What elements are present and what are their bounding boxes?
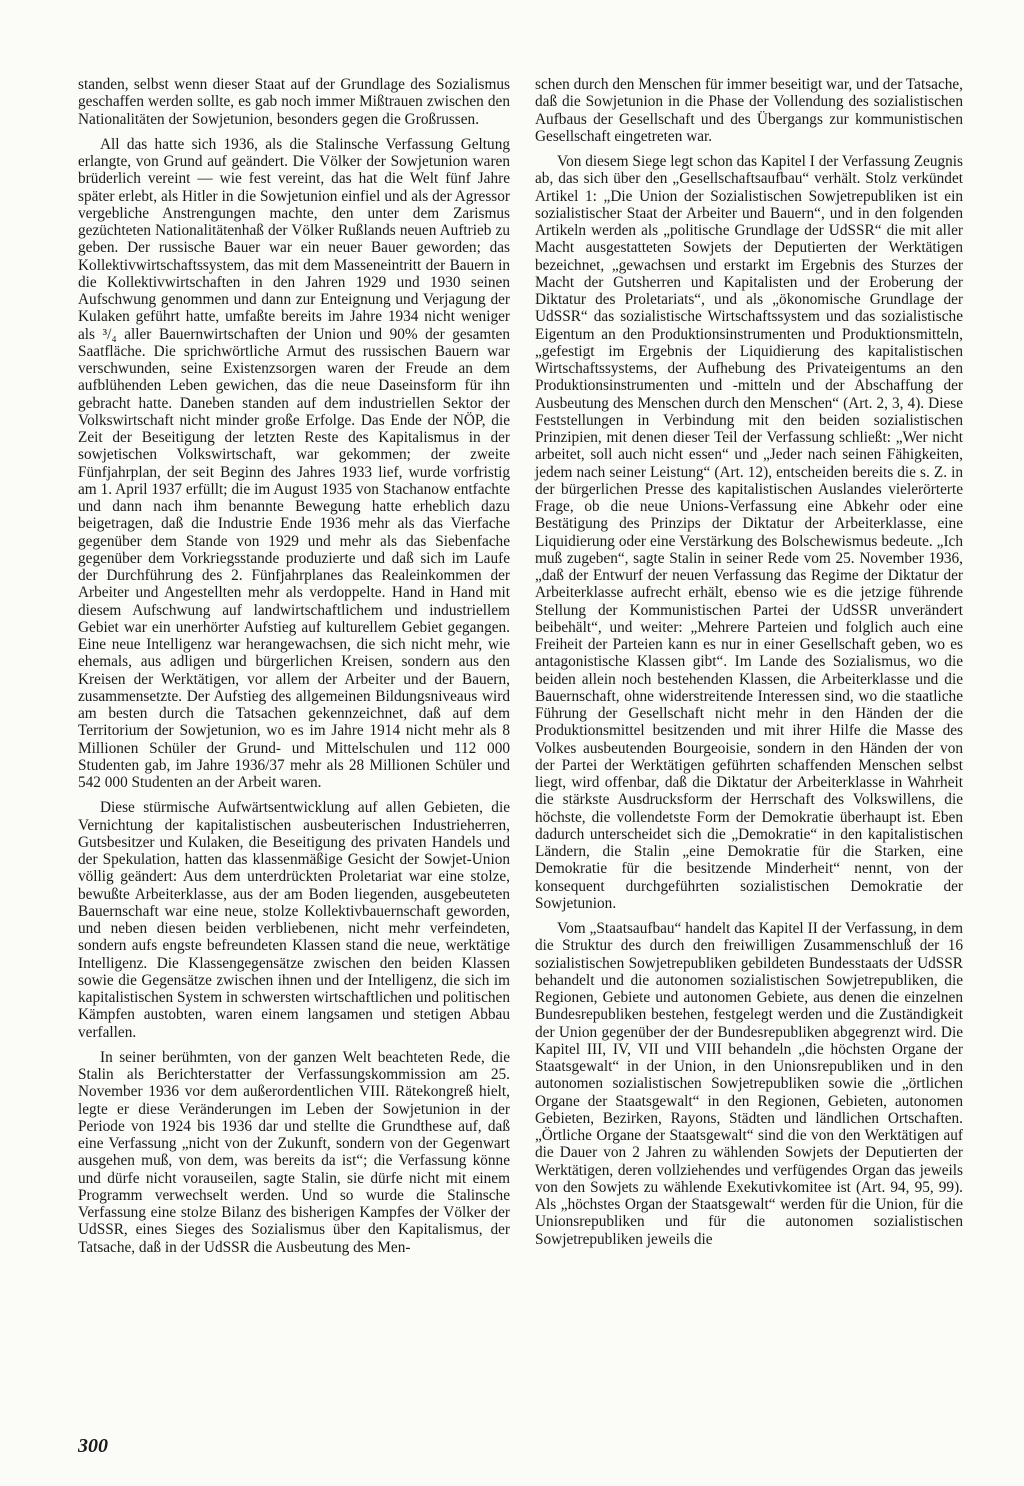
left-text-column (78, 76, 510, 1264)
paragraph: standen, selbst wenn dieser Staat auf der Grundlage des Sozialismus geschaffen werden sollte, es gab noch immer Mißtrauen zwischen den Nationalitäten der Sowjetunion, besonders gegen die Großrussen. (78, 76, 510, 128)
paragraph: In seiner berühmten, von der ganzen Welt beachteten Rede, die Stalin als Berichterstatter der Verfassungskommission am 25. November 1936 vor dem außerordentlichen VIII. Rätekongreß hielt, legte er diese Veränderungen im Leben der Sowjetunion in der Periode von 1924 bis 1936 dar und stellte die Grundthese auf, daß eine Verfassung „nicht von der Zukunft, sondern von der Gegenwart ausgehen muß, von dem, was bereits da ist“; die Verfassung könne und dürfe nicht vorauseilen, sagte Stalin, sie dürfe nicht mit einem Programm verwechselt werden. Und so wurde die Stalinsche Verfassung eine stolze Bilanz des bisherigen Kampfes der Völker der UdSSR, eines Sieges des Sozialismus über den Kapitalismus, der Tatsache, daß in der UdSSR die Ausbeutung des Men- (78, 1048, 510, 1256)
paragraph: All das hatte sich 1936, als die Stalinsche Verfassung Geltung erlangte, von Grund auf geändert. Die Völker der Sowjetunion waren brüderlich vereint — wie fest vereint, das hat die Welt fünf Jahre später erlebt, als Hitler in die Sowjetunion einfiel und als der Agressor vergebliche Anstrengungen machte, den unter dem Zarismus gezüchteten Nationalitätenhaß der Völker Rußlands neuen Auftrieb zu geben. Der russische Bauer war ein neuer Bauer geworden; das Kollektivwirtschaftssystem, das mit dem Masseneintritt der Bauern in die Kollektivwirtschaften in den Jahren 1929 und 1930 seinen Aufschwung genommen und dann zur Enteignung und Verjagung der Kulaken geführt hatte, umfaßte bereits im Jahre 1934 nicht weniger als ³/₄ aller Bauernwirtschaften der Union und 90% der gesamten Saatfläche. Die sprichwörtliche Armut des russischen Bauern war verschwunden, seine Existenzsorgen waren der Freude an dem aufblühenden Leben gewichen, das die neue Daseinsform für ihn gebracht hatte. Daneben standen auf dem industriellen Sektor der Volkswirtschaft nicht minder große Erfolge. Das Ende der NÖP, die Zeit der Beseitigung der letzten Reste des Kapitalismus in der sowjetischen Volkswirtschaft, war gekommen; der zweite Fünfjahrplan, der seit Beginn des Jahres 1933 lief, wurde vorfristig am 1. April 1937 erfüllt; die im August 1935 von Stachanow entfachte und dann nach ihm benannte Bewegung hatte erheblich dazu beigetragen, daß die Industrie Ende 1936 mehr als das Vierfache gegenüber dem Stande von 1929 und mehr als das Siebenfache gegenüber dem Vorkriegsstande produzierte und daß sich im Laufe der Durchführung des 2. Fünfjahrplanes das Realeinkommen der Arbeiter und Angestellten mehr als verdoppelte. Hand in Hand mit diesem Aufschwung auf landwirtschaftlichem und industriellem Gebiet war ein unerhörter Aufstieg auf kulturellem Gebiet gegangen. Eine neue Intelligenz war herangewachsen, die sich nicht mehr, wie ehemals, aus adligen und bürgerlichen Kreisen, sondern aus den Kreisen der Werktätigen, vor allem der Arbeiter und der Bauern, zusammensetzte. Der Aufstieg des allgemeinen Bildungsniveaus wird am besten durch die Tatsachen gekennzeichnet, daß auf dem Territorium der Sowjetunion, wo es im Jahre 1914 nicht mehr als 8 Millionen Schüler der Grund- und Mittelschulen und 112 000 Studenten gab, im Jahre 1936/37 mehr als 28 Millionen Schüler und 542 000 Studenten an der Arbeit waren. (78, 135, 510, 791)
page-number: 300 (78, 1435, 108, 1457)
paragraph: Von diesem Siege legt schon das Kapitel I der Verfassung Zeugnis ab, das sich über den „Gesellschaftsaufbau“ verhält. Stolz verkündet Artikel 1: „Die Union der Sozialistischen Sowjetrepubliken ist ein sozialistischer Staat der Arbeiter und Bauern“, und in den folgenden Artikeln werden als „politische Grundlage der UdSSR“ die mit aller Macht ausgestatteten Sowjets der Deputierten der Werktätigen bezeichnet, „gewachsen und erstarkt im Ergebnis des Sturzes der Macht der Gutsherren und Kapitalisten und der Eroberung der Diktatur des Proletariats“, und als „ökonomische Grundlage der UdSSR“ das sozialistische Wirtschaftssystem und das sozialistische Eigentum an den Produktionsinstrumenten und Produktionsmitteln, „gefestigt im Ergebnis der Liquidierung des kapitalistischen Wirtschaftssystems, der Aufhebung des Privateigentums an den Produktionsinstrumenten und -mitteln und der Abschaffung der Ausbeutung des Menschen durch den Menschen“ (Art. 2, 3, 4). Diese Feststellungen in Verbindung mit den beiden sozialistischen Prinzipien, mit denen dieser Teil der Verfassung schließt: „Wer nicht arbeitet, soll auch nicht essen“ und „Jeder nach seinen Fähigkeiten, jedem nach seiner Leistung“ (Art. 12), entscheiden bereits die s. Z. in der bürgerlichen Presse des kapitalistischen Auslandes vielerörterte Frage, ob die neue Unions-Verfassung eine Abkehr oder eine Bestätigung des Prinzips der Diktatur der Arbeiterklasse, eine Liquidierung oder eine Verstärkung des Bolschewismus bedeute. „Ich muß zugeben“, sagte Stalin in seiner Rede vom 25. November 1936, „daß der Entwurf der neuen Verfassung das Regime der Diktatur der Arbeiterklasse aufrecht erhält, ebenso wie es die jetzige führende Stellung der Kommunistischen Partei der UdSSR unverändert beibehält“, und weiter: „Mehrere Parteien und folglich auch eine Freiheit der Parteien kann es nur in einer Gesellschaft geben, wo es antagonistische Klassen gibt“. Im Lande des Sozialismus, wo die beiden allein noch bestehenden Klassen, die Arbeiterklasse und die Bauernschaft, ohne widerstreitende Interessen sind, wo die staatliche Führung der Gesellschaft nicht mehr in den Händen der die Produktionsmittel besitzenden und mit ihrer Hilfe die Masse des Volkes ausbeutenden Bourgeoisie, sondern in den Händen der von der Partei der Werktätigen geführten schaffenden Menschen selbst liegt, wird offenbar, daß die Diktatur der Arbeiterklasse in Wahrheit die stärkste Ausdrucksform der Herrschaft des Volkswillens, die höchste, die vollendetste Form der Demokratie überhaupt ist. Eben dadurch unterscheidet sich die „Demokratie“ in den kapitalistischen Ländern, die Stalin „eine Demokratie für die Starken, eine Demokratie für die besitzende Minderheit“ nennt, von der konsequent durchgeführten sozialistischen Demokratie der Sowjetunion. (535, 153, 963, 912)
right-text-column (535, 76, 963, 1256)
paragraph: schen durch den Menschen für immer beseitigt war, und der Tatsache, daß die Sowjetunion in die Phase der Vollendung des sozialistischen Aufbaus der Gesellschaft und des Übergangs zur kommunistischen Gesellschaft eingetreten war. (535, 76, 963, 145)
paragraph: Vom „Staatsaufbau“ handelt das Kapitel II der Verfassung, in dem die Struktur des durch den freiwilligen Zusammenschluß der 16 sozialistischen Sowjetrepubliken gebildeten Bundesstaats der UdSSR behandelt und die autonomen sozialistischen Sowjetrepubliken, die Regionen, Gebiete und autonomen Gebiete, aus denen die einzelnen Bundesrepubliken bestehen, festgelegt werden und die Zuständigkeit der Union gegenüber der der Bundesrepubliken abgegrenzt wird. Die Kapitel III, IV, VII und VIII behandeln „die höchsten Organe der Staatsgewalt“ in der Union, in den Unionsrepubliken und in den autonomen sozialistischen Sowjetrepubliken sowie die „örtlichen Organe der Staatsgewalt“ in den Regionen, Gebieten, autonomen Gebieten, Bezirken, Rayons, Städten und ländlichen Ortschaften. „Örtliche Organe der Staatsgewalt“ sind die von den Werktätigen auf die Dauer von 2 Jahren zu wählenden Sowjets der Deputierten der Werktätigen, deren vollziehendes und verfügendes Organ das jeweils von den Sowjets zu wählende Exekutivkomitee ist (Art. 94, 95, 99). Als „höchstes Organ der Staatsgewalt“ werden für die Union, für die Unionsrepubliken und für die autonomen sozialistischen Sowjetrepubliken jeweils die (535, 920, 963, 1248)
paragraph: Diese stürmische Aufwärtsentwicklung auf allen Gebieten, die Vernichtung der kapitalistischen ausbeuterischen Industrieherren, Gutsbesitzer und Kulaken, die Beseitigung des privaten Handels und der Spekulation, hatten das klassenmäßige Gesicht der Sowjet-Union völlig geändert: Aus dem unterdrückten Proletariat war eine stolze, bewußte Arbeiterklasse, aus der am Boden liegenden, ausgebeuteten Bauernschaft war eine neue, stolze Kollektivbauernschaft geworden, und neben diesen beiden verbliebenen, nicht mehr verfeindeten, sondern aufs engste befreundeten Klassen stand die neue, werktätige Intelligenz. Die Klassengegensätze zwischen den beiden Klassen sowie die Gegensätze zwischen ihnen und der Intelligenz, die sich im kapitalistischen System in schwersten wirtschaftlichen und politischen Kämpfen austobten, waren einem langsamen und stetigen Abbau verfallen. (78, 799, 510, 1041)
